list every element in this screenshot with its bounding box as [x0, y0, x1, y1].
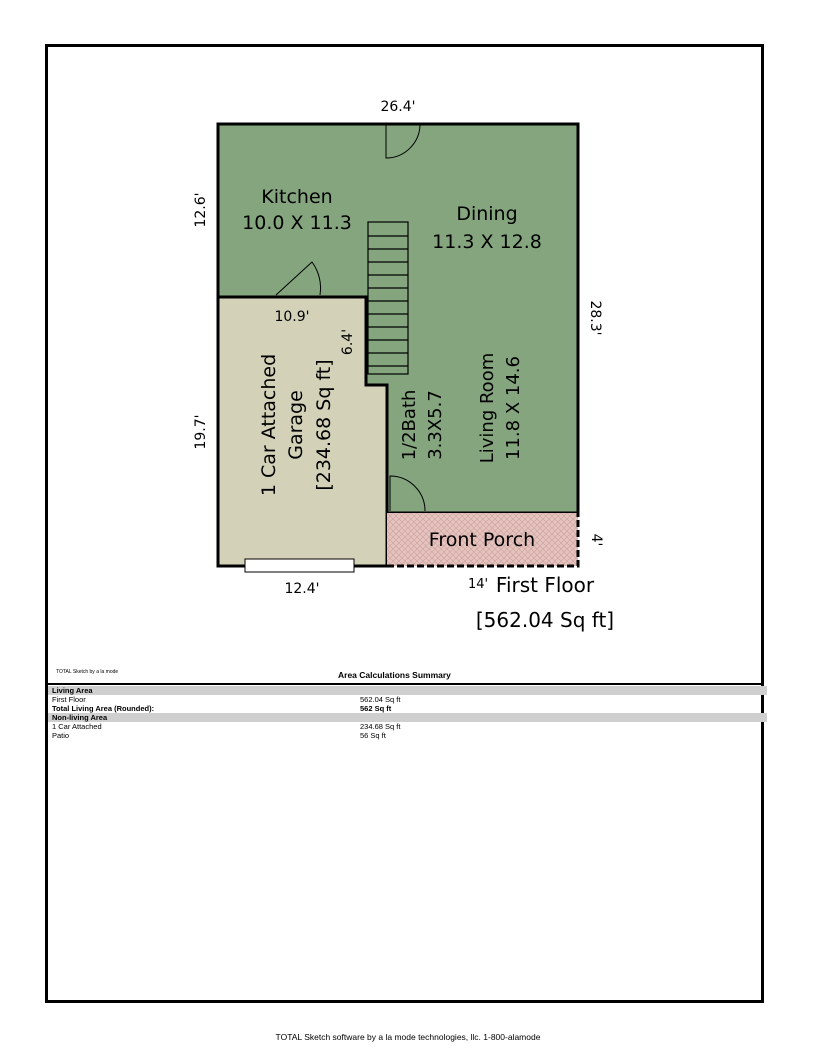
- row-name: Non-living Area: [52, 713, 108, 722]
- front-porch-name: Front Porch: [428, 529, 536, 551]
- table-row: [48, 713, 767, 722]
- garage-door: [245, 559, 354, 572]
- table-row: [48, 695, 767, 704]
- kitchen-name: Kitchen: [261, 186, 333, 208]
- table-row: [48, 686, 767, 695]
- garage-label-line2: Garage: [285, 390, 307, 460]
- table-row: [48, 704, 767, 713]
- dimension-garage-bottom: 12.4': [284, 581, 320, 597]
- table-row: [48, 731, 767, 740]
- row-name: First Floor: [52, 695, 86, 704]
- dining-name: Dining: [456, 203, 518, 225]
- dimension-porch-right: 4': [588, 533, 604, 547]
- footer-text: TOTAL Sketch software by a la mode technologies, llc. 1-800-alamode: [275, 1032, 541, 1042]
- dimension-right: 28.3': [587, 300, 603, 336]
- dimension-porch-bottom: 14': [467, 577, 489, 592]
- row-name: Living Area: [52, 686, 93, 695]
- garage-label-line1: 1 Car Attached: [258, 353, 280, 497]
- dimension-garage-top: 10.9': [274, 309, 310, 325]
- area-summary-table: [48, 686, 767, 740]
- row-name: 1 Car Attached: [52, 722, 102, 731]
- dimension-garage-inner: 6.4': [340, 328, 356, 356]
- row-value: 234.68 Sq ft: [360, 722, 401, 731]
- summary-header: [48, 668, 761, 684]
- floor-name: First Floor: [495, 573, 595, 597]
- dimension-garage-left: 19.7': [193, 414, 209, 450]
- row-name: Total Living Area (Rounded):: [52, 704, 155, 713]
- bath-size: 3.3X5.7: [425, 390, 446, 460]
- living-room-size: 11.8 X 14.6: [503, 356, 524, 460]
- kitchen-size: 10.0 X 11.3: [242, 212, 352, 234]
- row-name: Patio: [52, 731, 70, 740]
- floor-area: [562.04 Sq ft]: [475, 608, 615, 632]
- dimension-kitchen-left: 12.6': [193, 192, 209, 228]
- garage-label-line3: [234.68 Sq ft]: [313, 359, 335, 491]
- dimension-top: 26.4': [380, 99, 416, 115]
- table-row: [48, 722, 767, 731]
- living-room-name: Living Room: [477, 352, 498, 464]
- summary-title: Area Calculations Summary: [338, 670, 451, 680]
- summary-divider: [48, 683, 761, 685]
- dining-size: 11.3 X 12.8: [432, 231, 542, 253]
- bath-name: 1/2Bath: [399, 389, 420, 461]
- row-value: 562 Sq ft: [360, 704, 392, 713]
- stairs-icon: [368, 222, 408, 374]
- row-value: 562.04 Sq ft: [360, 695, 401, 704]
- brand-small: TOTAL Sketch by a la mode: [56, 669, 119, 675]
- row-value: 56 Sq ft: [360, 731, 386, 740]
